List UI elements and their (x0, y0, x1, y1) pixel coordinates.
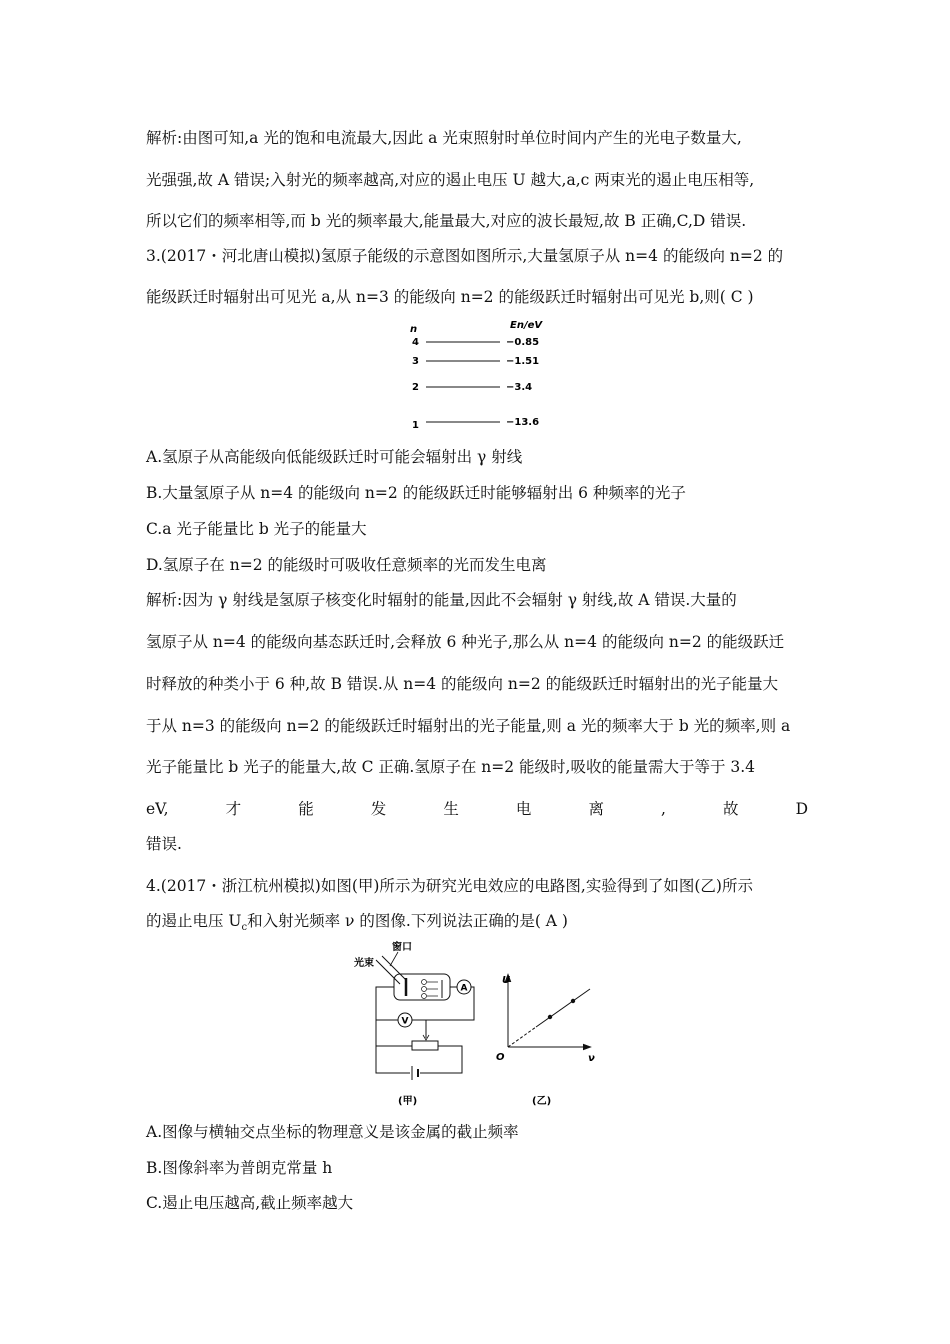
option-3d: D.氢原子在 n=2 的能级时可吸收任意频率的光而发生电离 (146, 556, 547, 574)
option-3c: C.a 光子能量比 b 光子的能量大 (146, 520, 367, 538)
explanation-3-line-3: 时释放的种类小于 6 种,故 B 错误.从 n=4 的能级向 n=2 的能级跃迁时辐射出的光子能量大 (146, 675, 779, 693)
svg-text:−1.51: −1.51 (506, 356, 540, 367)
svg-text:1: 1 (412, 420, 419, 431)
voltmeter-label: V (401, 1016, 409, 1027)
option-4b: B.图像斜率为普朗克常量 h (146, 1159, 333, 1177)
explanation-3-line-6: eV, 才 能 发 生 电 离 , 故 D (146, 800, 808, 818)
question-3-line-1: 3.(2017・河北唐山模拟)氢原子能级的示意图如图所示,大量氢原子从 n=4 的能级向 n=2 的 (146, 247, 784, 265)
svg-text:4: 4 (412, 337, 419, 348)
data-point (548, 1015, 552, 1019)
photoelectric-circuit-diagram (350, 938, 480, 1108)
level-3 (412, 356, 539, 367)
option-4c: C.遏止电压越高,截止频率越大 (146, 1194, 354, 1212)
origin-label: O (496, 1052, 505, 1063)
question-3-line-2: 能级跃迁时辐射出可见光 a,从 n=3 的能级向 n=2 的能级跃迁时辐射出可见光 b,则( C ) (146, 288, 754, 306)
explanation-3-line-5: 光子能量比 b 光子的能量大,故 C 正确.氢原子在 n=2 能级时,吸收的能量需大于等于 3.4 (146, 758, 756, 776)
n-axis-label: n (410, 324, 418, 335)
graph-caption: (乙) (532, 1096, 552, 1107)
explanation-2-line-3: 所以它们的频率相等,而 b 光的频率最大,能量最大,对应的波长最短,故 B 正确,C,D 错误. (146, 212, 747, 230)
light-beam (376, 956, 406, 984)
svg-text:−13.6: −13.6 (506, 417, 540, 428)
light-beam-label: 光束 (354, 958, 374, 969)
option-3b: B.大量氢原子从 n=4 的能级向 n=2 的能级跃迁时能够辐射出 6 种频率的光子 (146, 484, 686, 502)
question-4-line-1: 4.(2017・浙江杭州模拟)如图(甲)所示为研究光电效应的电路图,实验得到了如图(乙)所示 (146, 877, 753, 895)
level-4 (412, 337, 539, 348)
explanation-3-line-7: 错误. (146, 835, 182, 853)
extrapolated-segment (508, 1027, 536, 1047)
level-2 (412, 382, 532, 393)
explanation-3-line-4: 于从 n=3 的能级向 n=2 的能级跃迁时辐射出的光子能量,则 a 光的频率大于 b 光的频率,则 a (146, 717, 791, 735)
explanation-2-line-2: 光强强,故 A 错误;入射光的频率越高,对应的遏止电压 U 越大,a,c 两束光的遏止电压相等, (146, 171, 755, 189)
energy-level-diagram (400, 316, 560, 436)
svg-text:2: 2 (412, 382, 419, 393)
stopping-voltage-graph (488, 965, 603, 1107)
v-axis-label: ν (588, 1053, 595, 1064)
data-point (571, 999, 575, 1003)
rheostat (412, 1041, 438, 1050)
explanation-3-line-1: 解析:因为 γ 射线是氢原子核变化时辐射的能量,因此不会辐射 γ 射线,故 A 错误.大量的 (146, 591, 737, 609)
u-axis-label: U (502, 975, 511, 986)
window-label: 窗口 (392, 942, 412, 953)
fit-line (536, 989, 590, 1027)
svg-text:−3.4: −3.4 (506, 382, 533, 393)
ammeter-label: A (460, 983, 468, 994)
svg-text:−0.85: −0.85 (506, 337, 540, 348)
circuit-caption: (甲) (398, 1096, 418, 1107)
energy-axis-label: En/eV (510, 320, 543, 331)
explanation-3-line-2: 氢原子从 n=4 的能级向基态跃迁时,会释放 6 种光子,那么从 n=4 的能级向 n=2 的能级跃迁 (146, 633, 785, 651)
question-4-line-2: 的遏止电压 $U_c$和入射光频率 ν 的图像.下列说法正确的是( A ) (146, 912, 568, 934)
level-1 (412, 417, 539, 431)
option-4a: A.图像与横轴交点坐标的物理意义是该金属的截止频率 (146, 1123, 519, 1141)
svg-text:3: 3 (412, 356, 419, 367)
explanation-2-line-1: 解析:由图可知,a 光的饱和电流最大,因此 a 光束照射时单位时间内产生的光电子数量大, (146, 129, 742, 147)
option-3a: A.氢原子从高能级向低能级跃迁时可能会辐射出 γ 射线 (146, 448, 523, 466)
